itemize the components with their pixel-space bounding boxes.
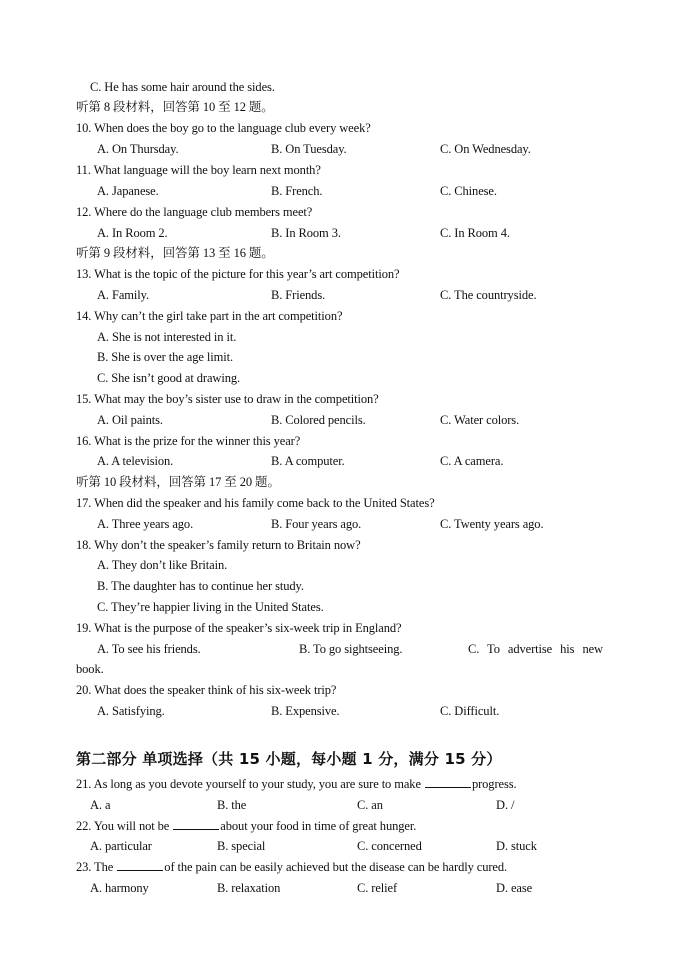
q10-option-c: C. On Wednesday.: [440, 142, 531, 156]
q18-stem: 18. Why don’t the speaker’s family return to Britain now?: [76, 538, 361, 552]
q17-option-a: A. Three years ago.: [97, 517, 194, 531]
q17-option-c: C. Twenty years ago.: [440, 517, 544, 531]
q17-option-b: B. Four years ago.: [271, 517, 362, 531]
q10-option-a: A. On Thursday.: [97, 142, 179, 156]
passage-8-instruction: 听第 8 段材料，回答第 10 至 12 题。: [76, 100, 274, 114]
q16-option-b: B. A computer.: [271, 454, 345, 468]
q13-stem: 13. What is the topic of the picture for this year’s art competition?: [76, 267, 400, 281]
q11-option-a: A. Japanese.: [97, 184, 159, 198]
passage-10-instruction: 听第 10 段材料，回答第 17 至 20 题。: [76, 475, 280, 489]
q21-stem: [76, 776, 517, 792]
q15-option-b: B. Colored pencils.: [271, 413, 366, 427]
q22-option-b: B. special: [217, 839, 266, 853]
q22-option-c: C. concerned: [357, 839, 422, 853]
q22-blank: [173, 818, 219, 830]
q23-option-a: A. harmony: [90, 881, 149, 895]
q21-option-c: C. an: [357, 798, 383, 812]
section-2-heading: 第二部分 单项选择（共 15 小题，每小题 1 分，满分 15 分）: [76, 750, 502, 768]
q23-stem: [76, 859, 507, 875]
prev-option-c: C. He has some hair around the sides.: [90, 80, 275, 94]
q23-option-c: C. relief: [357, 881, 398, 895]
q21-option-b: B. the: [217, 798, 247, 812]
q13-option-a: A. Family.: [97, 288, 150, 302]
q19-option-c: C. To advertise his new: [468, 642, 603, 656]
q17-stem: 17. When did the speaker and his family come back to the United States?: [76, 496, 435, 510]
q13-option-c: C. The countryside.: [440, 288, 537, 302]
q13-option-b: B. Friends.: [271, 288, 326, 302]
q20-option-b: B. Expensive.: [271, 704, 340, 718]
q21-stem-before: 21. As long as you devote yourself to your study, you are sure to make: [76, 777, 421, 791]
q15-option-c: C. Water colors.: [440, 413, 520, 427]
q19-option-c-continued: book.: [76, 662, 104, 676]
q20-option-c: C. Difficult.: [440, 704, 500, 718]
q12-option-a: A. In Room 2.: [97, 226, 168, 240]
q22-stem-before: 22. You will not be: [76, 819, 170, 833]
q16-option-c: C. A camera.: [440, 454, 504, 468]
q21-stem-after: progress.: [471, 777, 517, 791]
q21-blank: [425, 776, 471, 788]
q19-stem: 19. What is the purpose of the speaker’s six-week trip in England?: [76, 621, 402, 635]
q23-blank: [117, 859, 163, 871]
passage-9-instruction: 听第 9 段材料，回答第 13 至 16 题。: [76, 246, 274, 260]
q23-option-b: B. relaxation: [217, 881, 281, 895]
q16-stem: 16. What is the prize for the winner this year?: [76, 434, 301, 448]
q20-stem: 20. What does the speaker think of his six-week trip?: [76, 683, 337, 697]
q22-stem-after: about your food in time of great hunger.: [220, 819, 417, 833]
q18-option-c: C. They’re happier living in the United States.: [97, 600, 324, 614]
q14-option-c: C. She isn’t good at drawing.: [97, 371, 241, 385]
q14-option-b: B. She is over the age limit.: [97, 350, 233, 364]
q22-option-d: D. stuck: [496, 839, 537, 853]
q18-option-a: A. They don’t like Britain.: [97, 558, 228, 572]
q15-option-a: A. Oil paints.: [97, 413, 163, 427]
q14-stem: 14. Why can’t the girl take part in the art competition?: [76, 309, 343, 323]
q19-option-a: A. To see his friends.: [97, 642, 201, 656]
q23-option-d: D. ease: [496, 881, 533, 895]
q12-option-c: C. In Room 4.: [440, 226, 510, 240]
q22-stem: [76, 818, 416, 834]
q19-option-b: B. To go sightseeing.: [299, 642, 403, 656]
q16-option-a: A. A television.: [97, 454, 174, 468]
q18-option-b: B. The daughter has to continue her study.: [97, 579, 304, 593]
q12-option-b: B. In Room 3.: [271, 226, 341, 240]
q15-stem: 15. What may the boy’s sister use to draw in the competition?: [76, 392, 379, 406]
q23-stem-after: of the pain can be easily achieved but the disease can be hardly cured.: [164, 860, 508, 874]
q14-option-a: A. She is not interested in it.: [97, 330, 237, 344]
q10-stem: 10. When does the boy go to the language club every week?: [76, 121, 371, 135]
q21-option-d: D. /: [496, 798, 515, 812]
q22-option-a: A. particular: [90, 839, 152, 853]
q11-stem: 11. What language will the boy learn next month?: [76, 163, 321, 177]
q21-option-a: A. a: [90, 798, 111, 812]
q12-stem: 12. Where do the language club members meet?: [76, 205, 313, 219]
q11-option-b: B. French.: [271, 184, 323, 198]
q20-option-a: A. Satisfying.: [97, 704, 165, 718]
q23-stem-before: 23. The: [76, 860, 114, 874]
q11-option-c: C. Chinese.: [440, 184, 497, 198]
q10-option-b: B. On Tuesday.: [271, 142, 347, 156]
